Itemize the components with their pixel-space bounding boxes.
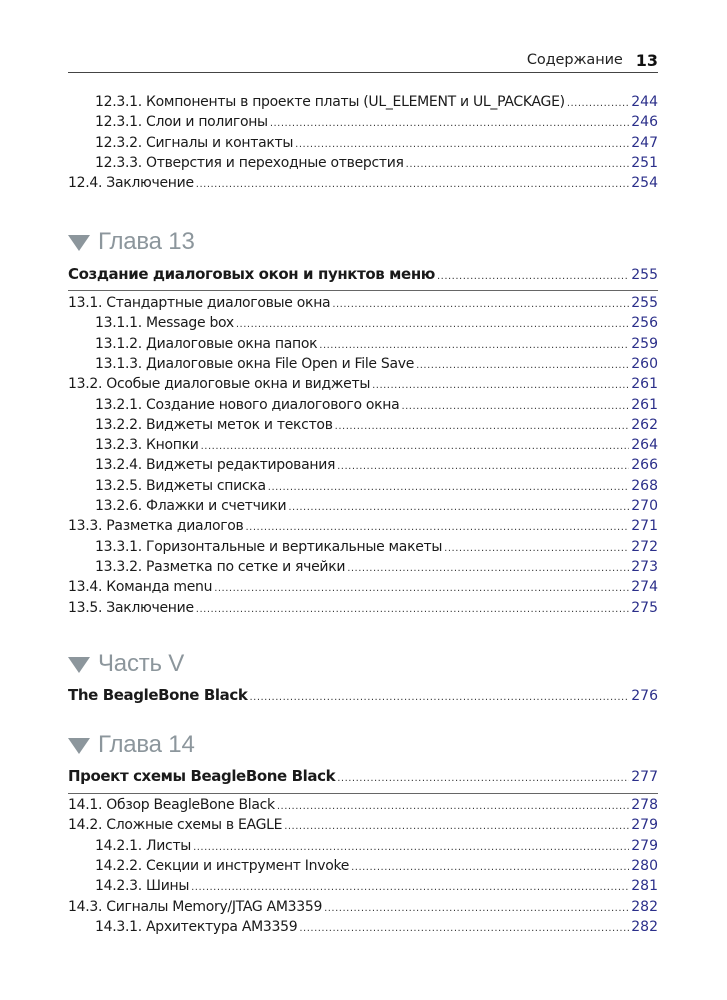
toc-entry[interactable] [68,175,658,195]
chapter-14-heading [68,731,195,759]
toc-entry-page: 244 [631,94,658,110]
toc-entry-page: 259 [631,335,658,352]
toc-entry-label: 13.5. Заключение [68,599,194,616]
toc-entry-page: 278 [631,797,658,813]
toc-entry-page: 270 [631,498,658,514]
toc-entry-label: Проект схемы BeagleBone Black [68,767,336,785]
toc-entry[interactable] [68,817,658,837]
toc-entry-label: 13.2.1. Создание нового диалогового окна [95,396,400,413]
toc-entry-page: 272 [631,538,658,555]
dot-leader [277,801,629,812]
toc-entry-label: 14.2. Сложные схемы в EAGLE [68,817,283,834]
toc-entry-page: 273 [631,558,658,575]
header-page-number: 13 [635,50,658,70]
toc-entry-page: 256 [631,315,658,332]
dot-leader [337,461,629,472]
toc-entry-page: 281 [631,878,658,895]
chapter-13-label: Глава 13 [98,228,195,255]
toc-entry[interactable] [68,336,658,356]
toc-entry[interactable] [68,376,658,396]
toc-entry-page: 255 [631,267,658,283]
toc-title-entry[interactable] [68,686,658,706]
toc-entry[interactable] [68,155,658,175]
toc-entry-page: 254 [631,175,658,192]
dot-leader [437,271,629,282]
toc-entry-label: 14.2.3. Шины [95,878,190,895]
toc-entry-label: 13.4. Команда menu [68,579,213,596]
toc-entry[interactable] [68,356,658,376]
part-5-label: Часть V [98,650,185,677]
dot-leader [319,340,629,351]
toc-entry[interactable] [68,539,658,559]
toc-entry-label: 13.2.6. Флажки и счетчики [95,498,287,514]
toc-entry-label: Создание диалоговых окон и пунктов меню [68,265,435,283]
triangle-marker-icon [68,738,90,754]
toc-entry[interactable] [68,919,658,939]
dot-leader [270,118,629,129]
dot-leader [401,401,629,412]
toc-entry[interactable] [68,478,658,498]
chapter-14-divider [68,793,658,794]
toc-entry[interactable] [68,457,658,477]
dot-leader [337,773,629,784]
toc-entry-label: 13.3.1. Горизонтальные и вертикальные макеты [95,538,443,555]
toc-entry-label: 12.3.1. Слои и полигоны [95,114,268,131]
toc-entry-label: 13.3. Разметка диалогов [68,518,244,535]
toc-title-entry[interactable] [68,265,658,285]
toc-entry-label: 13.2. Особые диалоговые окна и виджеты [68,376,371,393]
toc-entry-page: 282 [631,898,658,915]
dot-leader [193,842,629,853]
dot-leader [299,923,629,934]
dot-leader [214,583,629,594]
toc-entry-page: 255 [631,295,658,311]
toc-entry[interactable] [68,858,658,878]
toc-entry-label: 12.3.1. Компоненты в проекте платы (UL_ELEMENT и UL_PACKAGE) [95,94,565,110]
header-title: Содержание [526,52,623,68]
toc-entry-label: 14.3.1. Архитектура AM3359 [95,918,298,935]
toc-entry-label: 13.1. Стандартные диалоговые окна [68,295,331,311]
dot-leader [406,159,630,170]
dot-leader [444,543,629,554]
toc-entry-page: 274 [631,579,658,596]
toc-entry[interactable] [68,579,658,599]
toc-entry[interactable] [68,518,658,538]
toc-entry-label: 13.2.5. Виджеты списка [95,477,266,494]
toc-entry-page: 275 [631,599,658,616]
toc-entry-label: The BeagleBone Black [68,686,248,704]
toc-entry[interactable] [68,797,658,817]
dot-leader [268,482,629,493]
chapter-13-divider [68,290,658,291]
toc-entry[interactable] [68,135,658,155]
toc-entry[interactable] [68,600,658,620]
dot-leader [351,862,629,873]
triangle-marker-icon [68,235,90,251]
toc-entry-label: 14.1. Обзор BeagleBone Black [68,797,275,813]
toc-entry-page: 277 [631,769,658,785]
toc-entry-label: 14.2.2. Секции и инструмент Invoke [95,857,350,874]
toc-entry-page: 279 [631,837,658,854]
toc-entry[interactable] [68,397,658,417]
toc-entry-label: 13.3.2. Разметка по сетке и ячейки [95,558,346,575]
dot-leader [191,882,629,893]
toc-entry[interactable] [68,878,658,898]
dot-leader [284,821,629,832]
toc-entry-label: 13.2.3. Кнопки [95,437,199,454]
toc-entry[interactable] [68,315,658,335]
toc-entry-page: 261 [631,376,658,393]
toc-entry[interactable] [68,838,658,858]
toc-entry-label: 12.3.2. Сигналы и контакты [95,134,294,151]
dot-leader [196,604,629,615]
toc-entry[interactable] [68,417,658,437]
toc-entry-label: 13.1.2. Диалоговые окна папок [95,335,318,352]
dot-leader [324,903,629,914]
toc-entry-page: 279 [631,817,658,834]
toc-entry-page: 282 [631,918,658,935]
toc-entry-page: 268 [631,477,658,494]
toc-entry-label: 14.3. Сигналы Memory/JTAG AM3359 [68,898,323,915]
toc-entry-label: 13.2.4. Виджеты редактирования [95,457,336,474]
dot-leader [295,139,629,150]
toc-entry-page: 271 [631,518,658,535]
page-header [68,48,658,73]
toc-entry-page: 247 [631,134,658,151]
chapter-14-label: Глава 14 [98,731,195,758]
toc-entry-page: 266 [631,457,658,474]
toc-entry-page: 260 [631,355,658,372]
toc-entry-page: 246 [631,114,658,131]
toc-title-entry[interactable] [68,767,658,787]
part-5-heading [68,650,184,678]
dot-leader [567,98,629,109]
toc-entry-page: 280 [631,857,658,874]
toc-entry-label: 12.4. Заключение [68,175,194,192]
dot-leader [196,179,629,190]
dot-leader [372,380,629,391]
toc-entry-label: 13.1.1. Message box [95,315,234,332]
toc-entry[interactable] [68,498,658,518]
toc-entry-label: 12.3.3. Отверстия и переходные отверстия [95,154,404,171]
toc-entry[interactable] [68,94,658,114]
dot-leader [288,502,629,513]
toc-entry[interactable] [68,899,658,919]
toc-entry-page: 276 [631,688,658,704]
triangle-marker-icon [68,657,90,673]
dot-leader [246,522,630,533]
dot-leader [332,299,629,310]
dot-leader [416,360,629,371]
chapter-13-heading [68,228,195,256]
dot-leader [201,441,630,452]
toc-entry-page: 264 [631,437,658,454]
toc-entry[interactable] [68,114,658,134]
dot-leader [335,421,630,432]
toc-entry-label: 14.2.1. Листы [95,837,192,854]
dot-leader [347,563,629,574]
toc-entry[interactable] [68,437,658,457]
toc-entry-label: 13.2.2. Виджеты меток и текстов [95,416,333,433]
toc-entry-page: 251 [631,154,658,171]
toc-entry-page: 262 [631,416,658,433]
toc-entry[interactable] [68,559,658,579]
dot-leader [249,692,629,703]
dot-leader [236,319,629,330]
toc-entry[interactable] [68,295,658,315]
toc-entry-label: 13.1.3. Диалоговые окна File Open и File Save [95,355,415,372]
toc-entry-page: 261 [631,396,658,413]
